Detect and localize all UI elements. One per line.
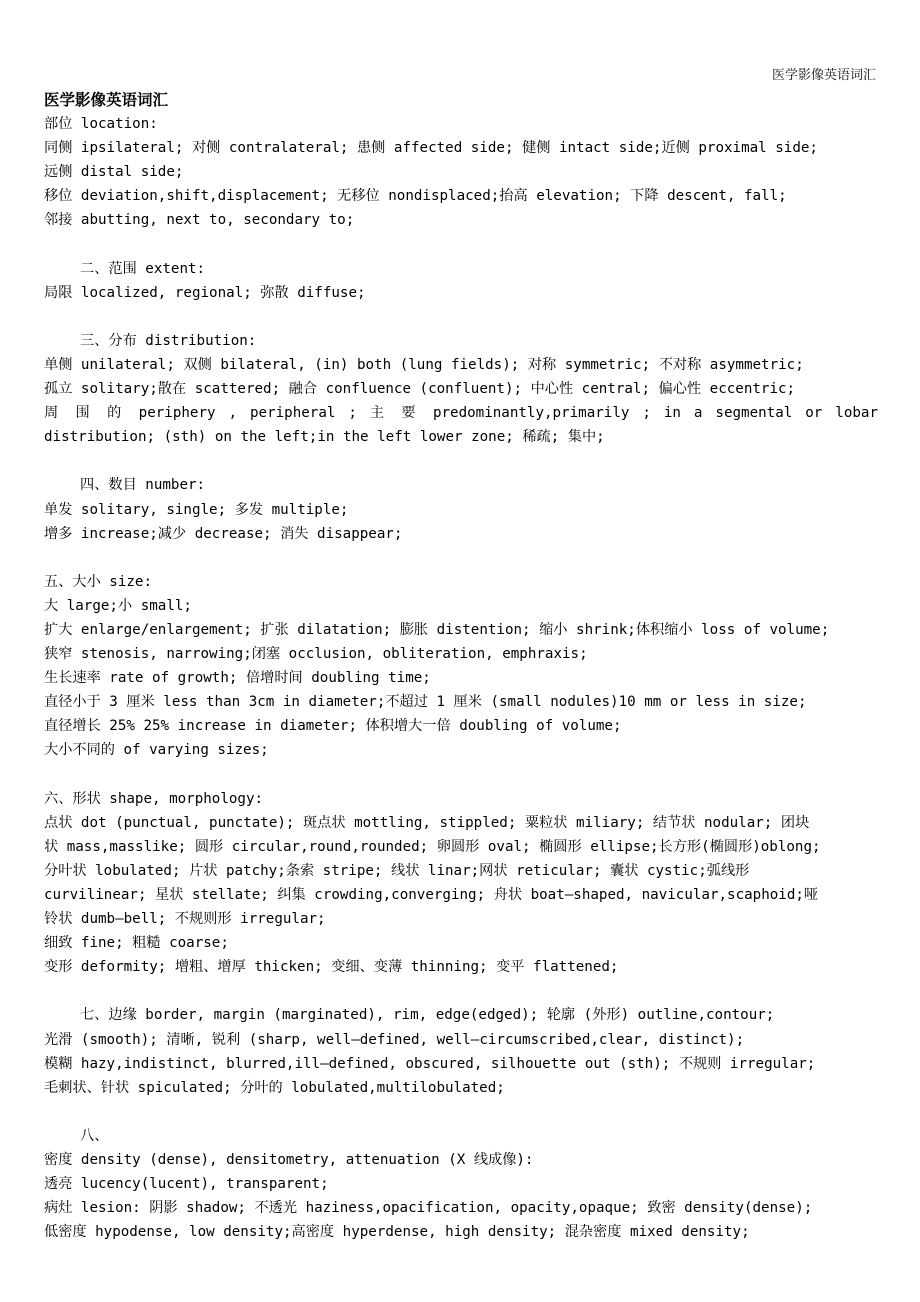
line-enlarge: 扩大 enlarge/enlargement; 扩张 dilatation; 膨胀 distention; 缩小 shrink;体积缩小 loss of volume; xyxy=(44,621,830,638)
line-increase-decrease: 增多 increase;减少 decrease; 消失 disappear; xyxy=(44,525,403,542)
line-dot: 点状 dot (punctual, punctate); 斑点状 mottling, stippled; 粟粒状 miliary; 结节状 nodular; 团块 xyxy=(44,814,810,831)
document-title: 医学影像英语词汇 xyxy=(44,91,169,109)
line-lucency: 透亮 lucency(lucent), transparent; xyxy=(44,1176,329,1193)
line-varying-sizes: 大小不同的 of varying sizes; xyxy=(44,742,269,759)
line-diameter-increase: 直径增长 25% 25% increase in diameter; 体积增大一倍 doubling of volume; xyxy=(44,718,622,735)
line-localized: 局限 localized, regional; 弥散 diffuse; xyxy=(44,284,366,301)
line-density: 密度 density (dense), densitometry, attenuation (X 线成像): xyxy=(44,1152,534,1169)
line-distribution: distribution; (sth) on the left;in the left lower zone; 稀疏; 集中; xyxy=(44,429,605,446)
section-heading-shape: 六、形状 shape, morphology: xyxy=(44,790,264,807)
section-heading-distribution: 三、分布 distribution: xyxy=(80,332,257,349)
line-periphery: 周 围 的 periphery , peripheral ; 主 要 predominantly,primarily ; in a segmental or lobar xyxy=(44,405,878,422)
blank-line xyxy=(44,232,878,256)
blank-line xyxy=(44,546,878,570)
document-body xyxy=(44,112,878,1244)
line-dumbbell: 铃状 dumb—bell; 不规则形 irregular; xyxy=(44,911,326,928)
line-displacement: 移位 deviation,shift,displacement; 无移位 nondisplaced;抬高 elevation; 下降 descent, fall; xyxy=(44,188,787,205)
line-abutting: 邻接 abutting, next to, secondary to; xyxy=(44,212,355,229)
line-solitary: 孤立 solitary;散在 scattered; 融合 confluence (confluent); 中心性 central; 偏心性 eccentric; xyxy=(44,381,796,398)
line-sides: 同侧 ipsilateral; 对侧 contralateral; 患侧 affected side; 健侧 intact side;近侧 proximal side; xyxy=(44,140,818,157)
section-heading-number: 四、数目 number: xyxy=(80,477,206,494)
line-large-small: 大 large;小 small; xyxy=(44,597,192,614)
line-location: 部位 location: xyxy=(44,116,158,132)
blank-line xyxy=(44,449,878,473)
section-heading-size: 五、大小 size: xyxy=(44,573,152,590)
section-heading-eight: 八、 xyxy=(80,1127,109,1144)
blank-line xyxy=(44,305,878,329)
line-fine-coarse: 细致 fine; 粗糙 coarse; xyxy=(44,935,229,952)
line-single-multiple: 单发 solitary, single; 多发 multiple; xyxy=(44,501,349,518)
line-hazy: 模糊 hazy,indistinct, blurred,ill—defined, obscured, silhouette out (sth); 不规则 irregular; xyxy=(44,1055,816,1072)
line-diameter: 直径小于 3 厘米 less than 3cm in diameter;不超过 1 厘米 (small nodules)10 mm or less in size; xyxy=(44,694,807,711)
blank-line xyxy=(44,979,878,1003)
line-growth-rate: 生长速率 rate of growth; 倍增时间 doubling time; xyxy=(44,670,431,687)
line-deformity: 变形 deformity; 增粗、增厚 thicken; 变细、变薄 thinning; 变平 flattened; xyxy=(44,959,619,976)
line-stenosis: 狭窄 stenosis, narrowing;闭塞 occlusion, obliteration, emphraxis; xyxy=(44,646,588,663)
line-spiculated: 毛刺状、针状 spiculated; 分叶的 lobulated,multilobulated; xyxy=(44,1079,505,1096)
line-curvilinear: curvilinear; 星状 stellate; 纠集 crowding,converging; 舟状 boat—shaped, navicular,scaphoid;哑 xyxy=(44,887,819,903)
line-mass: 状 mass,masslike; 圆形 circular,round,rounded; 卵圆形 oval; 椭圆形 ellipse;长方形(椭圆形)oblong; xyxy=(44,838,821,855)
section-heading-extent: 二、范围 extent: xyxy=(80,260,206,277)
line-lobulated: 分叶状 lobulated; 片状 patchy;条索 stripe; 线状 linar;网状 reticular; 囊状 cystic;弧线形 xyxy=(44,862,750,879)
section-heading-border: 七、边缘 border, margin (marginated), rim, edge(edged); 轮廓 (外形) outline,contour; xyxy=(80,1007,775,1024)
line-smooth: 光滑 (smooth); 清晰, 锐利 (sharp, well—defined, well—circumscribed,clear, distinct); xyxy=(44,1031,745,1048)
blank-line xyxy=(44,1100,878,1124)
line-hypodense: 低密度 hypodense, low density;高密度 hyperdense, high density; 混杂密度 mixed density; xyxy=(44,1224,750,1241)
blank-line xyxy=(44,763,878,787)
running-header: 医学影像英语词汇 xyxy=(771,68,876,83)
line-unilateral: 单侧 unilateral; 双侧 bilateral, (in) both (lung fields); 对称 symmetric; 不对称 asymmetric; xyxy=(44,356,804,373)
line-lesion: 病灶 lesion: 阴影 shadow; 不透光 haziness,opacification, opacity,opaque; 致密 density(dense); xyxy=(44,1200,813,1217)
line-distal: 远侧 distal side; xyxy=(44,164,184,181)
